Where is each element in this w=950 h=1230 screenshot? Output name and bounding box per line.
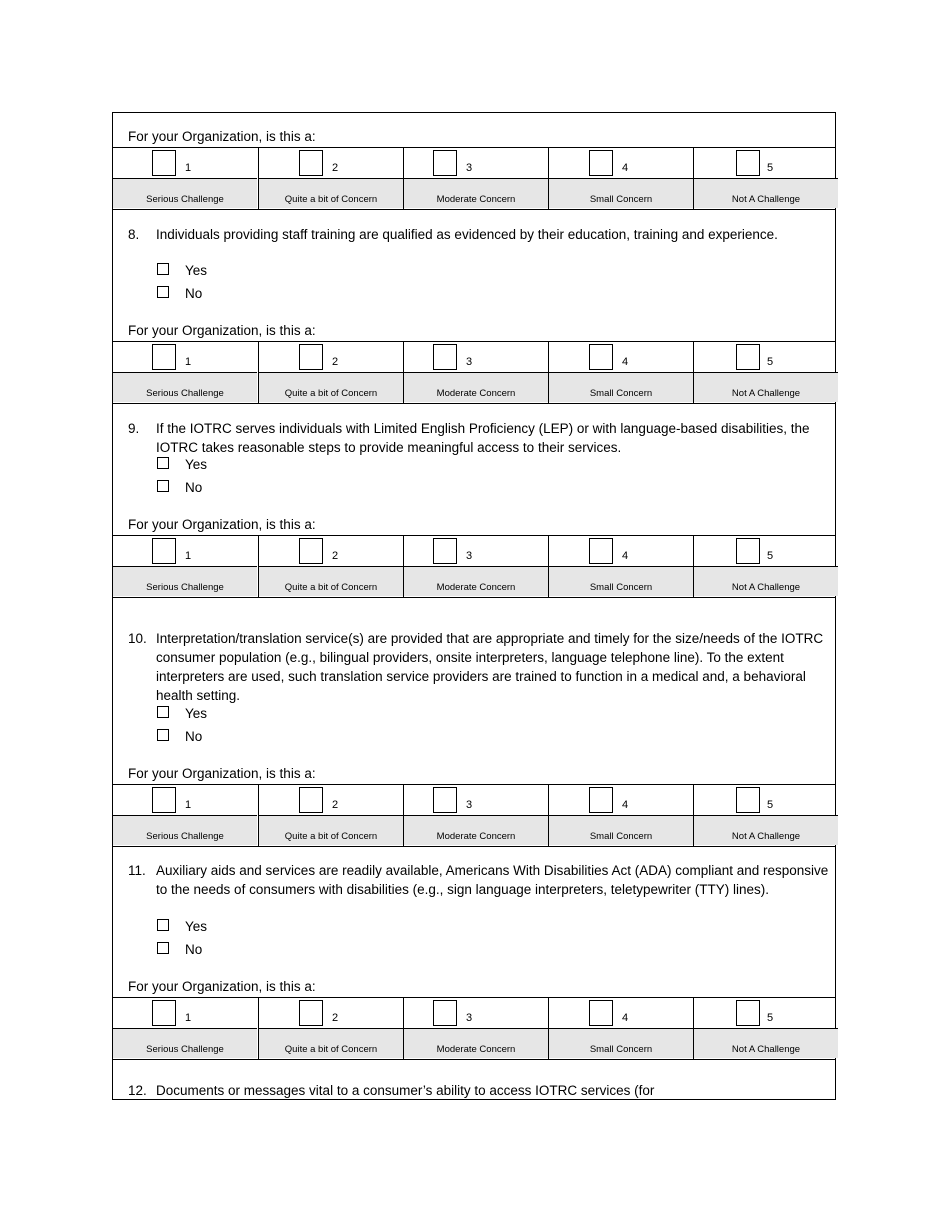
rating-checkbox[interactable]: [152, 150, 176, 176]
rating-select-area: [113, 342, 257, 372]
rating-number: 3: [466, 356, 473, 368]
rating-label-area: [694, 566, 838, 596]
rating-label-area: [549, 1028, 693, 1058]
rating-checkbox[interactable]: [736, 787, 760, 813]
no-option-11[interactable]: [157, 942, 202, 957]
rating-option-5[interactable]: [693, 342, 838, 403]
rating-number: 5: [767, 356, 774, 368]
yes-option-11[interactable]: [157, 919, 207, 934]
checkbox[interactable]: [157, 286, 169, 298]
rating-number: 4: [622, 550, 629, 562]
rating-label-area: [259, 372, 403, 402]
rating-label: Quite a bit of Concern: [284, 582, 378, 593]
yes-label: Yes: [185, 706, 208, 721]
rating-label-area: [404, 815, 548, 845]
question-text: Documents or messages vital to a consumer’s ability to access IOTRC services (for: [156, 1083, 655, 1098]
rating-label-area: [113, 372, 257, 402]
no-option-9[interactable]: [157, 480, 202, 495]
rating-number: 4: [622, 356, 629, 368]
rating-checkbox[interactable]: [433, 150, 457, 176]
rating-select-area: [404, 536, 548, 566]
rating-row-11: [113, 997, 835, 1060]
rating-option-1[interactable]: [113, 998, 257, 1059]
rating-select-area: [259, 998, 403, 1028]
rating-label: Serious Challenge: [146, 1044, 224, 1055]
rating-option-3[interactable]: [403, 148, 548, 209]
yes-label: Yes: [185, 457, 208, 472]
org-prompt: For your Organization, is this a:: [128, 129, 316, 144]
question-text: Individuals providing staff training are qualified as evidenced by their education, training and experience.: [156, 227, 778, 242]
rating-select-area: [404, 998, 548, 1028]
rating-checkbox[interactable]: [299, 787, 323, 813]
rating-label-area: [259, 1028, 403, 1058]
rating-number: 4: [622, 1012, 629, 1024]
org-prompt: For your Organization, is this a:: [128, 979, 316, 994]
rating-number: 4: [622, 799, 629, 811]
rating-label-area: [259, 815, 403, 845]
question-12: [128, 1081, 833, 1100]
yes-label: Yes: [185, 919, 208, 934]
rating-select-area: [259, 536, 403, 566]
rating-label: Quite a bit of Concern: [284, 388, 378, 399]
rating-checkbox[interactable]: [736, 150, 760, 176]
rating-number: 2: [332, 550, 339, 562]
rating-checkbox[interactable]: [736, 1000, 760, 1026]
rating-select-area: [259, 342, 403, 372]
rating-row-10: [113, 784, 835, 847]
question-number: 12.: [128, 1083, 147, 1098]
rating-checkbox[interactable]: [433, 344, 457, 370]
rating-option-1[interactable]: [113, 785, 257, 846]
rating-row-9: [113, 535, 835, 598]
assessment-form: [112, 112, 836, 1100]
rating-select-area: [404, 342, 548, 372]
rating-option-5[interactable]: [693, 536, 838, 597]
rating-checkbox[interactable]: [299, 1000, 323, 1026]
rating-label-area: [404, 1028, 548, 1058]
rating-row-8: [113, 341, 835, 404]
rating-label: Moderate Concern: [436, 194, 516, 205]
rating-number: 3: [466, 162, 473, 174]
rating-option-4[interactable]: [548, 536, 693, 597]
rating-option-4[interactable]: [548, 148, 693, 209]
yes-option-8[interactable]: [157, 263, 207, 278]
rating-label: Serious Challenge: [146, 582, 224, 593]
question-text: Auxiliary aids and services are readily available, Americans With Disabilities Act (ADA) compliant and responsive to the needs of consumers with disabilities (e.g., sign language interpreters, teletypewriter (TTY) lines).: [156, 863, 829, 897]
rating-label: Quite a bit of Concern: [284, 831, 378, 842]
rating-checkbox[interactable]: [589, 1000, 613, 1026]
rating-label: Not A Challenge: [731, 1044, 801, 1055]
rating-label: Quite a bit of Concern: [284, 194, 378, 205]
rating-number: 5: [767, 162, 774, 174]
question-10: [128, 629, 833, 705]
rating-number: 5: [767, 1012, 774, 1024]
rating-label-area: [113, 178, 257, 208]
rating-label-area: [404, 566, 548, 596]
rating-label-area: [549, 815, 693, 845]
rating-number: 3: [466, 799, 473, 811]
rating-option-3[interactable]: [403, 785, 548, 846]
question-11: [128, 861, 833, 899]
rating-select-area: [404, 148, 548, 178]
checkbox[interactable]: [157, 263, 169, 275]
rating-label: Serious Challenge: [146, 388, 224, 399]
rating-label: Moderate Concern: [436, 1044, 516, 1055]
rating-option-5[interactable]: [693, 998, 838, 1059]
rating-checkbox[interactable]: [299, 538, 323, 564]
checkbox[interactable]: [157, 480, 169, 492]
org-prompt: For your Organization, is this a:: [128, 766, 316, 781]
rating-option-2[interactable]: [258, 536, 403, 597]
question-text: Interpretation/translation service(s) are provided that are appropriate and timely for the size/needs of the IOTRC consumer population (e.g., bilingual providers, onsite interpreters, language telephone line). To the extent interpreters are used, such translation service providers are trained to function in a medical and, a behavioral health setting.: [156, 631, 824, 703]
rating-checkbox[interactable]: [152, 787, 176, 813]
rating-checkbox[interactable]: [589, 787, 613, 813]
rating-label: Serious Challenge: [146, 831, 224, 842]
rating-checkbox[interactable]: [736, 538, 760, 564]
checkbox[interactable]: [157, 729, 169, 741]
rating-option-4[interactable]: [548, 998, 693, 1059]
rating-checkbox[interactable]: [152, 344, 176, 370]
rating-select-area: [694, 148, 838, 178]
org-prompt: For your Organization, is this a:: [128, 323, 316, 338]
rating-checkbox[interactable]: [152, 538, 176, 564]
rating-option-2[interactable]: [258, 342, 403, 403]
question-9: [128, 419, 833, 457]
yes-label: Yes: [185, 263, 208, 278]
rating-option-2[interactable]: [258, 998, 403, 1059]
question-text: If the IOTRC serves individuals with Limited English Proficiency (LEP) or with language-based disabilities, the IOTRC takes reasonable steps to provide meaningful access to their services.: [156, 421, 810, 455]
rating-label-area: [113, 815, 257, 845]
rating-option-4[interactable]: [548, 342, 693, 403]
rating-label: Small Concern: [589, 831, 653, 842]
rating-label-area: [404, 372, 548, 402]
question-number: 10.: [128, 631, 147, 646]
org-prompt: For your Organization, is this a:: [128, 517, 316, 532]
rating-select-area: [549, 148, 693, 178]
rating-option-1[interactable]: [113, 148, 257, 209]
rating-select-area: [694, 536, 838, 566]
no-option-10[interactable]: [157, 729, 202, 744]
rating-select-area: [404, 785, 548, 815]
rating-label-area: [404, 178, 548, 208]
rating-label-area: [694, 815, 838, 845]
no-label: No: [185, 942, 203, 957]
rating-label-area: [113, 566, 257, 596]
rating-label-area: [549, 178, 693, 208]
rating-select-area: [549, 998, 693, 1028]
rating-number: 1: [185, 799, 192, 811]
rating-select-area: [259, 148, 403, 178]
rating-number: 4: [622, 162, 629, 174]
rating-option-3[interactable]: [403, 998, 548, 1059]
rating-checkbox[interactable]: [433, 1000, 457, 1026]
rating-select-area: [549, 536, 693, 566]
rating-select-area: [694, 998, 838, 1028]
rating-number: 5: [767, 550, 774, 562]
yes-option-9[interactable]: [157, 457, 207, 472]
rating-number: 2: [332, 356, 339, 368]
rating-checkbox[interactable]: [736, 344, 760, 370]
rating-label: Serious Challenge: [146, 194, 224, 205]
rating-number: 1: [185, 162, 192, 174]
rating-option-5[interactable]: [693, 148, 838, 209]
question-8: [128, 225, 833, 244]
rating-label: Not A Challenge: [731, 582, 801, 593]
rating-label: Not A Challenge: [731, 388, 801, 399]
question-number: 11.: [128, 863, 146, 878]
rating-option-3[interactable]: [403, 536, 548, 597]
rating-label: Quite a bit of Concern: [284, 1044, 378, 1055]
rating-label: Not A Challenge: [731, 194, 801, 205]
rating-number: 2: [332, 162, 339, 174]
yes-option-10[interactable]: [157, 706, 207, 721]
rating-label-area: [694, 178, 838, 208]
rating-checkbox[interactable]: [589, 150, 613, 176]
rating-option-3[interactable]: [403, 342, 548, 403]
rating-option-2[interactable]: [258, 785, 403, 846]
rating-label: Moderate Concern: [436, 582, 516, 593]
checkbox[interactable]: [157, 942, 169, 954]
rating-number: 5: [767, 799, 774, 811]
rating-number: 2: [332, 799, 339, 811]
rating-label: Small Concern: [589, 582, 653, 593]
rating-select-area: [113, 536, 257, 566]
rating-select-area: [549, 342, 693, 372]
rating-option-1[interactable]: [113, 536, 257, 597]
rating-label-area: [259, 178, 403, 208]
rating-label-area: [549, 372, 693, 402]
rating-number: 2: [332, 1012, 339, 1024]
rating-label: Moderate Concern: [436, 388, 516, 399]
rating-checkbox[interactable]: [152, 1000, 176, 1026]
no-label: No: [185, 286, 203, 301]
question-number: 9.: [128, 421, 140, 436]
rating-label-area: [694, 1028, 838, 1058]
rating-option-1[interactable]: [113, 342, 257, 403]
rating-number: 1: [185, 550, 192, 562]
rating-select-area: [549, 785, 693, 815]
rating-checkbox[interactable]: [433, 787, 457, 813]
rating-option-4[interactable]: [548, 785, 693, 846]
rating-number: 3: [466, 550, 473, 562]
rating-label-area: [259, 566, 403, 596]
rating-label-area: [694, 372, 838, 402]
rating-option-5[interactable]: [693, 785, 838, 846]
rating-label: Not A Challenge: [731, 831, 801, 842]
rating-checkbox[interactable]: [589, 344, 613, 370]
rating-option-2[interactable]: [258, 148, 403, 209]
rating-row-7: [113, 147, 835, 210]
no-option-8[interactable]: [157, 286, 202, 301]
rating-checkbox[interactable]: [299, 150, 323, 176]
rating-select-area: [694, 342, 838, 372]
rating-label-area: [113, 1028, 257, 1058]
rating-label-area: [549, 566, 693, 596]
rating-select-area: [113, 785, 257, 815]
rating-number: 1: [185, 1012, 192, 1024]
rating-select-area: [113, 148, 257, 178]
checkbox[interactable]: [157, 706, 169, 718]
rating-checkbox[interactable]: [299, 344, 323, 370]
rating-checkbox[interactable]: [433, 538, 457, 564]
rating-checkbox[interactable]: [589, 538, 613, 564]
no-label: No: [185, 480, 203, 495]
rating-label: Small Concern: [589, 1044, 653, 1055]
rating-number: 3: [466, 1012, 473, 1024]
checkbox[interactable]: [157, 919, 169, 931]
rating-select-area: [113, 998, 257, 1028]
rating-select-area: [259, 785, 403, 815]
checkbox[interactable]: [157, 457, 169, 469]
rating-select-area: [694, 785, 838, 815]
rating-label: Small Concern: [589, 388, 653, 399]
rating-label: Small Concern: [589, 194, 653, 205]
rating-number: 1: [185, 356, 192, 368]
rating-label: Moderate Concern: [436, 831, 516, 842]
no-label: No: [185, 729, 203, 744]
question-number: 8.: [128, 227, 140, 242]
